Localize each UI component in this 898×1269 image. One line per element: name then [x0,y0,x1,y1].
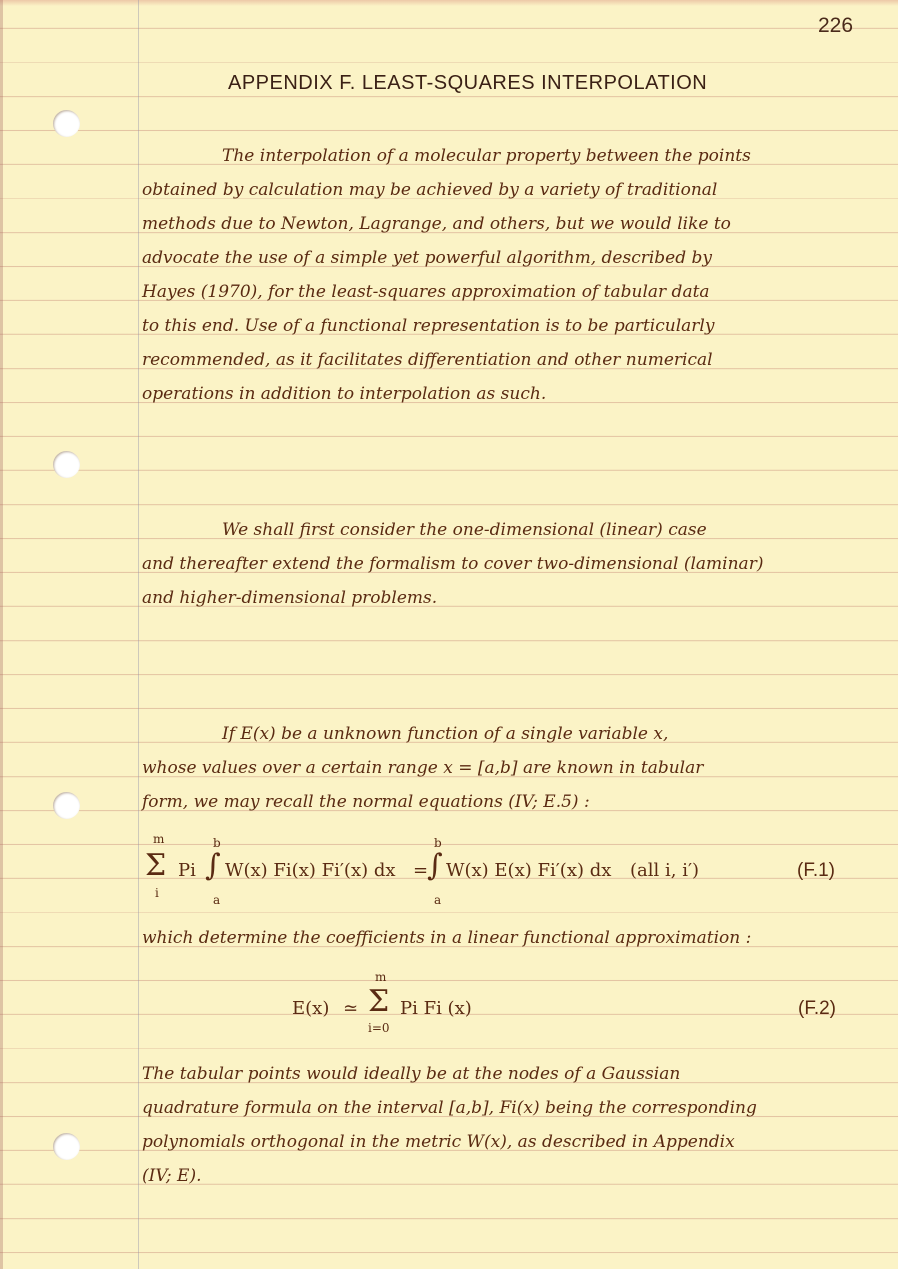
text-line: polynomials orthogonal in the metric W(x), as described in Appendix [142,1132,735,1152]
sum-lower: i=0 [368,1021,390,1035]
text-line: quadrature formula on the interval [a,b], Fi(x) being the corresponding [142,1098,757,1118]
page-title: APPENDIX F. LEAST-SQUARES INTERPOLATION [228,72,708,94]
lower-limit: a [213,893,221,907]
text-line: If E(x) be a unknown function of a single variable x, [222,724,669,744]
text-line: We shall first consider the one-dimensional (linear) case [222,520,707,540]
text-line: operations in addition to interpolation as such. [142,384,547,404]
text-line: The tabular points would ideally be at the nodes of a Gaussian [142,1064,681,1084]
text-line: The interpolation of a molecular property between the points [222,146,751,166]
text-line: and higher-dimensional problems. [142,588,438,608]
text-line: Hayes (1970), for the least-squares approximation of tabular data [142,282,710,302]
text-line: to this end. Use of a functional representation is to be particularly [142,316,715,336]
page-edge [0,0,3,1269]
text-line: methods due to Newton, Lagrange, and others, but we would like to [142,214,731,234]
sum-upper: m [375,970,387,984]
sum-upper: m [153,832,165,846]
term: Pi Fi (x) [400,998,472,1019]
text-line: form, we may recall the normal equations (IV; E.5) : [142,792,590,812]
text-line: advocate the use of a simple yet powerful algorithm, described by [142,248,712,268]
integral-symbol: ∫ [205,848,221,883]
equals-sign: = [413,860,429,881]
sum-lower: i [155,886,159,900]
binder-hole [53,451,80,478]
equation-label: (F.2) [798,998,836,1019]
text-line: obtained by calculation may be achieved by a variety of traditional [142,180,718,200]
text-line: whose values over a certain range x = [a,b] are known in tabular [142,758,704,778]
approx-sign: ≃ [343,998,359,1019]
upper-limit: b [434,836,442,850]
text-line: recommended, as it facilitates differentiation and other numerical [142,350,713,370]
upper-limit: b [213,836,221,850]
equation-label: (F.1) [797,860,835,881]
text-line: which determine the coefficients in a linear functional approximation : [142,928,752,948]
sum-symbol: Σ [145,848,167,883]
lhs: E(x) [292,998,330,1019]
integral-symbol: ∫ [427,848,443,883]
condition: (all i, i′) [630,860,700,881]
sum-symbol: Σ [368,984,390,1019]
binder-hole [53,110,80,137]
rhs-integrand: W(x) E(x) Fi′(x) dx [446,860,612,881]
binder-hole [53,792,80,819]
lower-limit: a [434,893,442,907]
page-number: 226 [818,14,854,37]
text-line: and thereafter extend the formalism to cover two-dimensional (laminar) [142,554,764,574]
margin-rule [138,0,139,1269]
text-line: (IV; E). [142,1166,202,1186]
coefficient: Pi [178,860,196,881]
binder-hole [53,1133,80,1160]
lhs-integrand: W(x) Fi(x) Fi′(x) dx [225,860,396,881]
